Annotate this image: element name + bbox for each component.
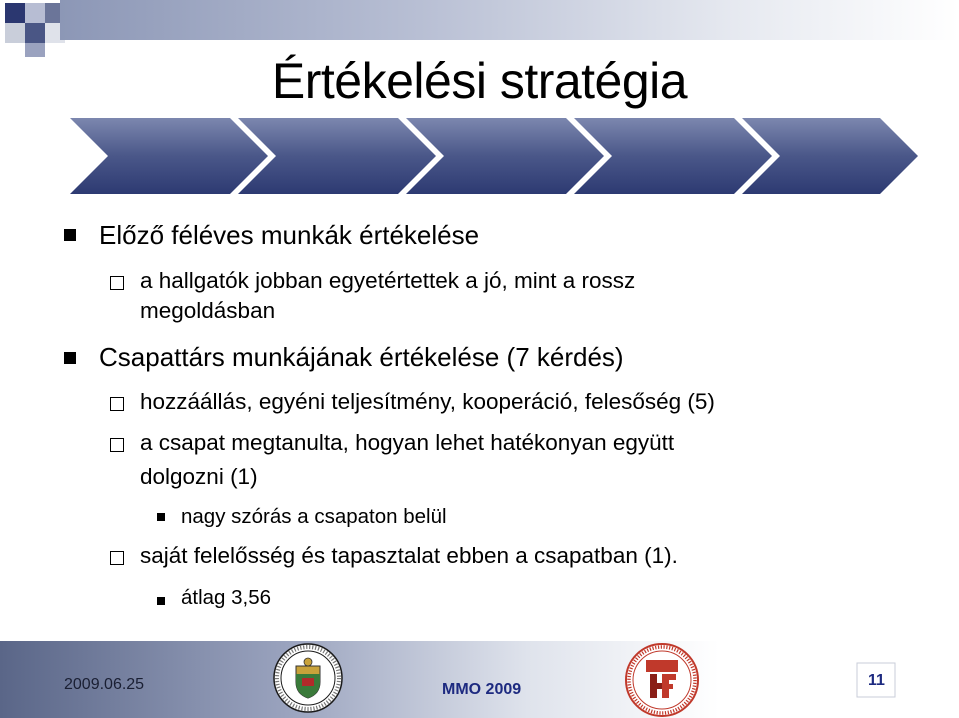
square-bullet-icon bbox=[64, 352, 76, 364]
footer-date: 2009.06.25 bbox=[64, 676, 145, 693]
bullet-attitude: hozzáállás, egyéni teljesítmény, kooperáció, felesőség (5) bbox=[140, 389, 715, 414]
small-square-bullet-icon bbox=[157, 513, 165, 521]
footer-event: MMO 2009 bbox=[442, 681, 522, 698]
hollow-square-bullet-icon bbox=[110, 276, 124, 290]
square-bullet-icon bbox=[64, 229, 76, 241]
hollow-square-bullet-icon bbox=[110, 551, 124, 565]
hollow-square-bullet-icon bbox=[110, 397, 124, 411]
bullet-team-learned-line2: dolgozni (1) bbox=[140, 464, 258, 489]
small-square-bullet-icon bbox=[157, 597, 165, 605]
bullet-students-agreed-line2: megoldásban bbox=[140, 298, 276, 323]
bullet-own-responsibility: saját felelősség és tapasztalat ebben a csapatban (1). bbox=[140, 543, 678, 568]
university-seal-logo bbox=[272, 642, 344, 714]
bullet-previous-semester: Előző féléves munkák értékelése bbox=[99, 220, 480, 250]
bullet-large-variance: nagy szórás a csapaton belül bbox=[181, 505, 447, 528]
page-number: 11 bbox=[868, 672, 885, 689]
bullet-students-agreed-line1: a hallgatók jobban egyetértettek a jó, mint a rossz bbox=[140, 268, 636, 293]
bullet-team-learned-line1: a csapat megtanulta, hogyan lehet hatékonyan együtt bbox=[140, 430, 675, 455]
bullet-teammate-evaluation: Csapattárs munkájának értékelése (7 kérdés) bbox=[99, 342, 624, 372]
bullet-average: átlag 3,56 bbox=[181, 586, 272, 609]
slide-title: Értékelési stratégia bbox=[271, 53, 688, 109]
heller-farkas-logo bbox=[624, 642, 700, 718]
hollow-square-bullet-icon bbox=[110, 438, 124, 452]
